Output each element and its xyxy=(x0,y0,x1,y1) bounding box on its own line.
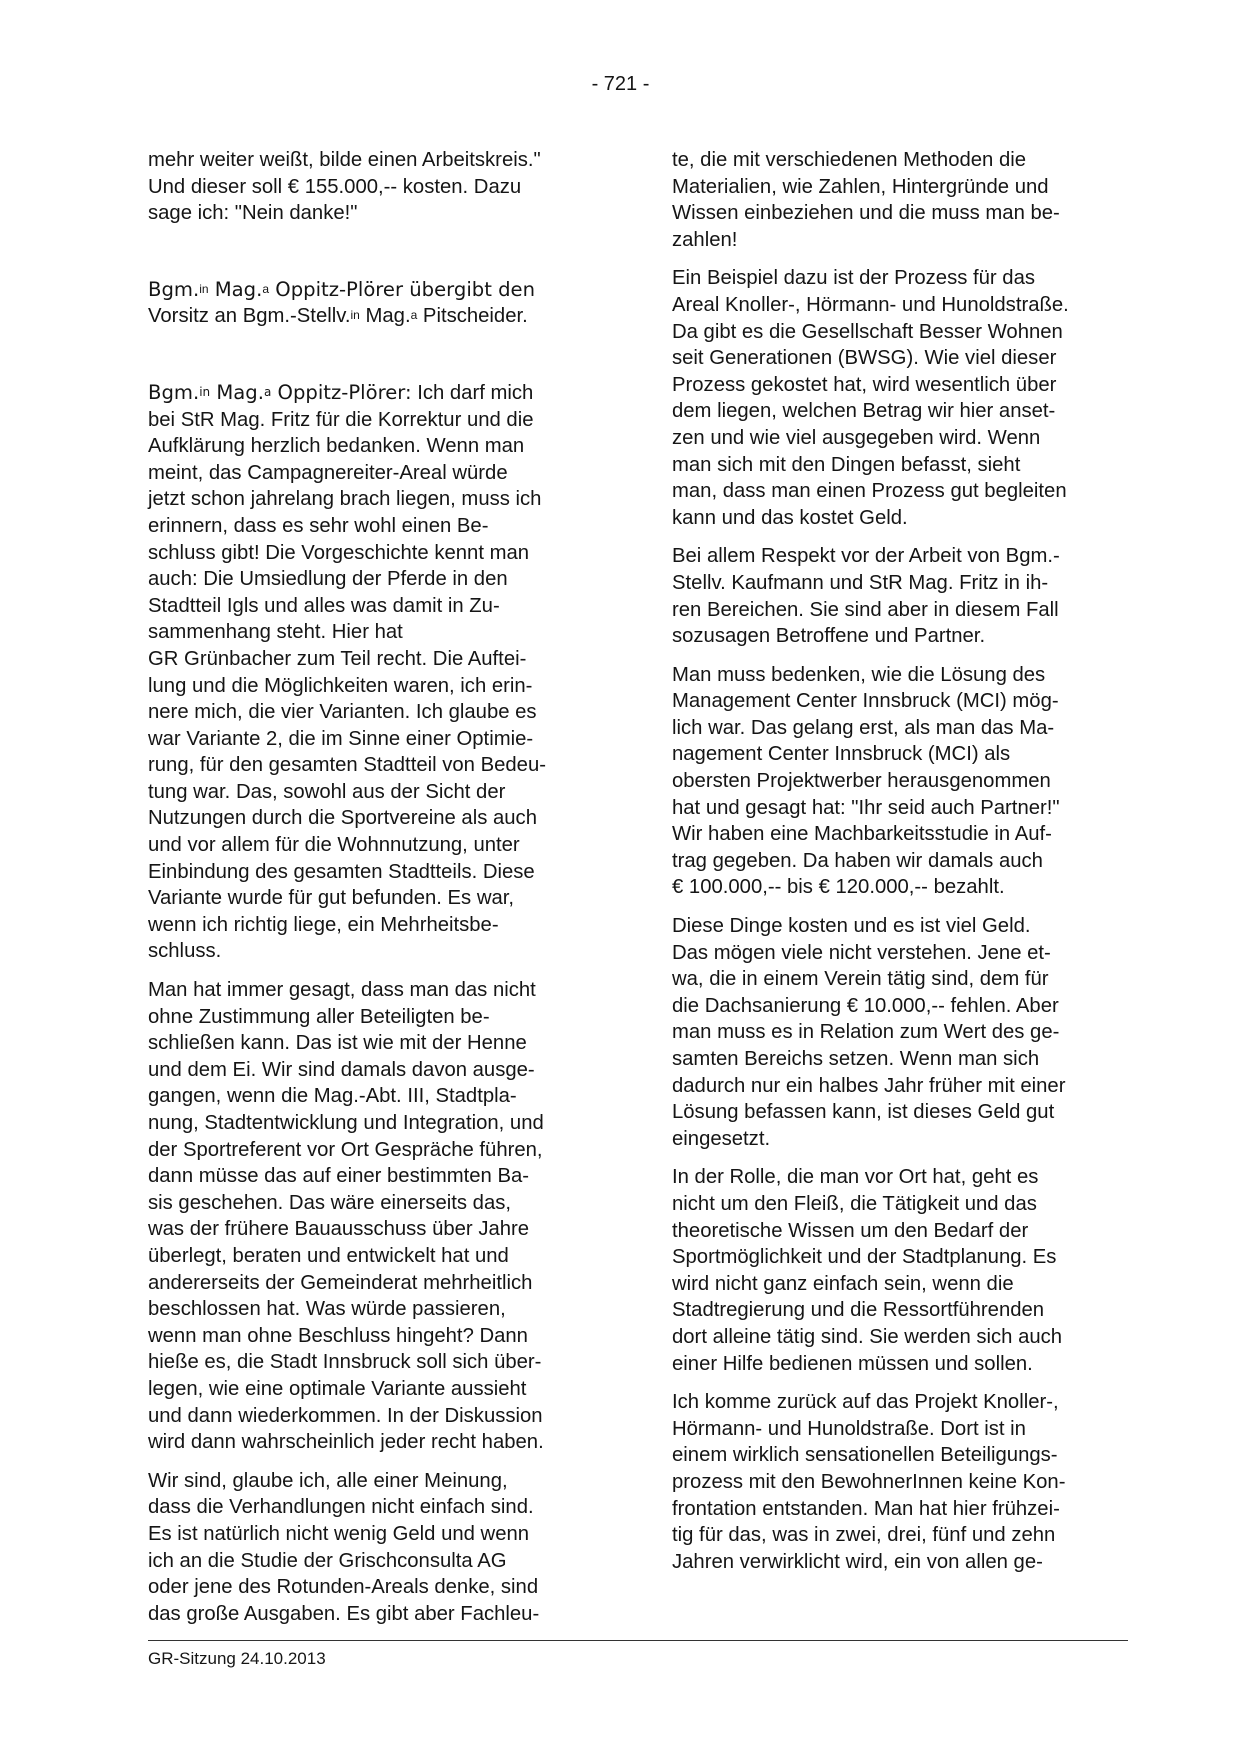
text-line: der Sportreferent vor Ort Gespräche führen, xyxy=(148,1138,543,1161)
paragraph xyxy=(148,977,588,1456)
text-line: schluss. xyxy=(148,940,222,963)
text-line: Hörmann- und Hunoldstraße. Dort ist in xyxy=(672,1417,1026,1440)
text-line: Wir haben eine Machbarkeitsstudie in Auf- xyxy=(672,823,1052,846)
text-line: Wir sind, glaube ich, alle einer Meinung, xyxy=(148,1469,508,1492)
speaker-name: Bgm.$^{in}$ Mag.$^a$ Oppitz-Plörer: xyxy=(148,380,412,404)
text-line: ich an die Studie der Grischconsulta AG xyxy=(148,1549,507,1572)
text-line: GR Grünbacher zum Teil recht. Die Auftei- xyxy=(148,647,527,670)
text-line: ohne Zustimmung aller Beteiligten be- xyxy=(148,1005,490,1028)
text-line: andererseits der Gemeinderat mehrheitlich xyxy=(148,1271,533,1294)
text-line: Bgm.$^{in}$ Mag.$^a$ Oppitz-Plörer: Ich darf mich xyxy=(148,380,534,404)
text-line: dann müsse das auf einer bestimmten Ba- xyxy=(148,1165,530,1188)
text-line: oder jene des Rotunden-Areals denke, sind xyxy=(148,1576,539,1599)
text-line: bei StR Mag. Fritz für die Korrektur und die xyxy=(148,408,534,431)
text-line: und dem Ei. Wir sind damals davon ausge- xyxy=(148,1058,535,1081)
text-line: Man hat immer gesagt, dass man das nicht xyxy=(148,979,536,1002)
text-line: sage ich: "Nein danke!" xyxy=(148,202,358,225)
text-line: jetzt schon jahrelang brach liegen, muss ich xyxy=(148,488,542,511)
text-line: dem liegen, welchen Betrag wir hier anset- xyxy=(672,400,1056,423)
text-line: sis geschehen. Das wäre einerseits das, xyxy=(148,1191,511,1214)
chair-handover-note xyxy=(148,277,588,330)
text-line: seit Generationen (BWSG). Wie viel dieser xyxy=(672,347,1057,370)
text-line: Es ist natürlich nicht wenig Geld und wenn xyxy=(148,1522,530,1545)
text-line: Aufklärung herzlich bedanken. Wenn man xyxy=(148,435,525,458)
text-line: mehr weiter weißt, bilde einen Arbeitskreis." xyxy=(148,149,541,171)
text-line: lung und die Möglichkeiten waren, ich erin- xyxy=(148,674,533,697)
paragraph xyxy=(672,265,1112,531)
text-line: eingesetzt. xyxy=(672,1127,771,1150)
text-line: wenn man ohne Beschluss hingeht? Dann xyxy=(148,1324,528,1347)
paragraph xyxy=(148,147,588,227)
text-line: Da gibt es die Gesellschaft Besser Wohnen xyxy=(672,320,1063,343)
text-line: die Dachsanierung € 10.000,-- fehlen. Aber xyxy=(672,994,1059,1017)
left-column xyxy=(148,147,588,1627)
text-line: gangen, wenn die Mag.-Abt. III, Stadtpla- xyxy=(148,1085,517,1108)
text-line: hat und gesagt hat: "Ihr seid auch Partner!" xyxy=(672,796,1060,819)
text-line: wird nicht ganz einfach sein, wenn die xyxy=(672,1272,1014,1295)
text-line: schließen kann. Das ist wie mit der Henne xyxy=(148,1032,527,1055)
text-line: einem wirklich sensationellen Beteiligungs- xyxy=(672,1444,1058,1467)
paragraph xyxy=(672,913,1112,1152)
paragraph xyxy=(672,662,1112,901)
right-column xyxy=(672,147,1112,1575)
text-line: und dann wiederkommen. In der Diskussion xyxy=(148,1404,543,1427)
text-line: frontation entstanden. Man hat hier frühzei- xyxy=(672,1497,1060,1520)
text-line: wenn ich richtig liege, ein Mehrheitsbe- xyxy=(148,913,499,936)
text-line: nung, Stadtentwicklung und Integration, und xyxy=(148,1112,544,1134)
text-line: Ich komme zurück auf das Projekt Knoller-, xyxy=(672,1391,1059,1414)
text-line: Bei allem Respekt vor der Arbeit von Bgm.- xyxy=(672,545,1060,568)
text-line: nere mich, die vier Varianten. Ich glaube es xyxy=(148,701,537,724)
speech-paragraph xyxy=(148,380,588,965)
text-line: Bgm.$^{in}$ Mag.$^a$ Oppitz-Plörer übergibt den xyxy=(148,277,536,301)
text-line: Stadtteil Igls und alles was damit in Zu- xyxy=(148,594,500,617)
text-line: Das mögen viele nicht verstehen. Jene et- xyxy=(672,941,1051,964)
paragraph xyxy=(148,1468,588,1628)
text-line: dass die Verhandlungen nicht einfach sind. xyxy=(148,1496,534,1519)
text-line: theoretische Wissen um den Bedarf der xyxy=(672,1219,1029,1242)
text-line: Stadtregierung und die Ressortführenden xyxy=(672,1299,1045,1322)
text-line: Lösung befassen kann, ist dieses Geld gut xyxy=(672,1101,1055,1124)
text-line: Diese Dinge kosten und es ist viel Geld. xyxy=(672,915,1031,938)
text-line: Areal Knoller-, Hörmann- und Hunoldstraße. xyxy=(672,293,1069,316)
text-line: hieße es, die Stadt Innsbruck soll sich über- xyxy=(148,1351,542,1374)
footer-session-date: GR-Sitzung 24.10.2013 xyxy=(148,1649,326,1668)
page-number: - 721 - xyxy=(591,73,650,95)
text-line: prozess mit den BewohnerInnen keine Kon- xyxy=(672,1470,1066,1493)
text-line: lich war. Das gelang erst, als man das Ma- xyxy=(672,716,1055,739)
text-line: erinnern, dass es sehr wohl einen Be- xyxy=(148,514,489,537)
text-line: obersten Projektwerber herausgenommen xyxy=(672,770,1051,793)
footer-divider xyxy=(148,1640,1128,1641)
text-line: nicht um den Fleiß, die Tätigkeit und das xyxy=(672,1192,1037,1215)
text-line: was der frühere Bauausschuss über Jahre xyxy=(148,1218,530,1241)
text-line: Sportmöglichkeit und der Stadtplanung. Es xyxy=(672,1246,1057,1269)
text-line: legen, wie eine optimale Variante aussieht xyxy=(148,1377,527,1400)
text-line: Prozess gekostet hat, wird wesentlich über xyxy=(672,373,1057,396)
text-line: samten Bereichs setzen. Wenn man sich xyxy=(672,1048,1040,1070)
text-line: rung, für den gesamten Stadtteil von Bedeu- xyxy=(148,754,546,777)
paragraph xyxy=(672,543,1112,649)
text-line: zen und wie viel ausgegeben wird. Wenn xyxy=(672,426,1041,449)
text-line: überlegt, beraten und entwickelt hat und xyxy=(148,1244,509,1267)
text-line: sozusagen Betroffene und Partner. xyxy=(672,625,986,648)
text-line: Einbindung des gesamten Stadtteils. Diese xyxy=(148,860,535,883)
paragraph xyxy=(672,1389,1112,1575)
text-line: ren Bereichen. Sie sind aber in diesem Fall xyxy=(672,598,1059,621)
text-line: tig für das, was in zwei, drei, fünf und zehn xyxy=(672,1524,1056,1547)
text-line: te, die mit verschiedenen Methoden die xyxy=(672,149,1027,171)
text-line: Variante wurde für gut befunden. Es war, xyxy=(148,887,515,910)
text-line: Ein Beispiel dazu ist der Prozess für das xyxy=(672,267,1035,290)
text-line: beschlossen hat. Was würde passieren, xyxy=(148,1298,506,1321)
text-line: Nutzungen durch die Sportvereine als auch xyxy=(148,807,537,830)
text-line: Und dieser soll € 155.000,-- kosten. Dazu xyxy=(148,175,522,198)
text-line: Vorsitz an Bgm.-Stellv.$^{in}$ Mag.$^a$ Pitscheider. xyxy=(148,305,528,328)
text-line: wa, die in einem Verein tätig sind, dem für xyxy=(672,968,1049,991)
text-line: Jahren verwirklicht wird, ein von allen ge- xyxy=(672,1550,1043,1573)
text-line: man sich mit den Dingen befasst, sieht xyxy=(672,453,1021,476)
text-line: Stellv. Kaufmann und StR Mag. Fritz in ih- xyxy=(672,571,1049,594)
text-line: kann und das kostet Geld. xyxy=(672,506,908,529)
text-line: dort alleine tätig sind. Sie werden sich auch xyxy=(672,1325,1063,1348)
text-line: Wissen einbeziehen und die muss man be- xyxy=(672,202,1060,225)
text-line: nagement Center Innsbruck (MCI) als xyxy=(672,743,1011,766)
text-line: Materialien, wie Zahlen, Hintergründe und xyxy=(672,175,1049,198)
text-line: dadurch nur ein halbes Jahr früher mit einer xyxy=(672,1074,1066,1097)
text-line: In der Rolle, die man vor Ort hat, geht es xyxy=(672,1166,1039,1189)
text-line: das große Ausgaben. Es gibt aber Fachleu- xyxy=(148,1602,540,1625)
paragraph xyxy=(672,1164,1112,1377)
text-line: € 100.000,-- bis € 120.000,-- bezahlt. xyxy=(672,876,1005,899)
text-line: einer Hilfe bedienen müssen und sollen. xyxy=(672,1352,1033,1375)
text-line: trag gegeben. Da haben wir damals auch xyxy=(672,849,1043,872)
text-line: Man muss bedenken, wie die Lösung des xyxy=(672,663,1046,686)
text-line: man, dass man einen Prozess gut begleiten xyxy=(672,480,1067,503)
text-line: auch: Die Umsiedlung der Pferde in den xyxy=(148,568,508,591)
text-line: zahlen! xyxy=(672,228,738,251)
text-line: schluss gibt! Die Vorgeschichte kennt man xyxy=(148,541,530,564)
text-line: wird dann wahrscheinlich jeder recht haben. xyxy=(148,1431,544,1454)
text-line: meint, das Campagnereiter-Areal würde xyxy=(148,461,508,484)
text-line: tung war. Das, sowohl aus der Sicht der xyxy=(148,780,506,803)
text-line: und vor allem für die Wohnnutzung, unter xyxy=(148,834,520,857)
text-line: man muss es in Relation zum Wert des ge- xyxy=(672,1021,1060,1044)
paragraph xyxy=(672,147,1112,253)
text-line: war Variante 2, die im Sinne einer Optimie- xyxy=(148,727,534,750)
text-line: sammenhang steht. Hier hat xyxy=(148,621,403,644)
text-line: Management Center Innsbruck (MCI) mög- xyxy=(672,690,1059,713)
